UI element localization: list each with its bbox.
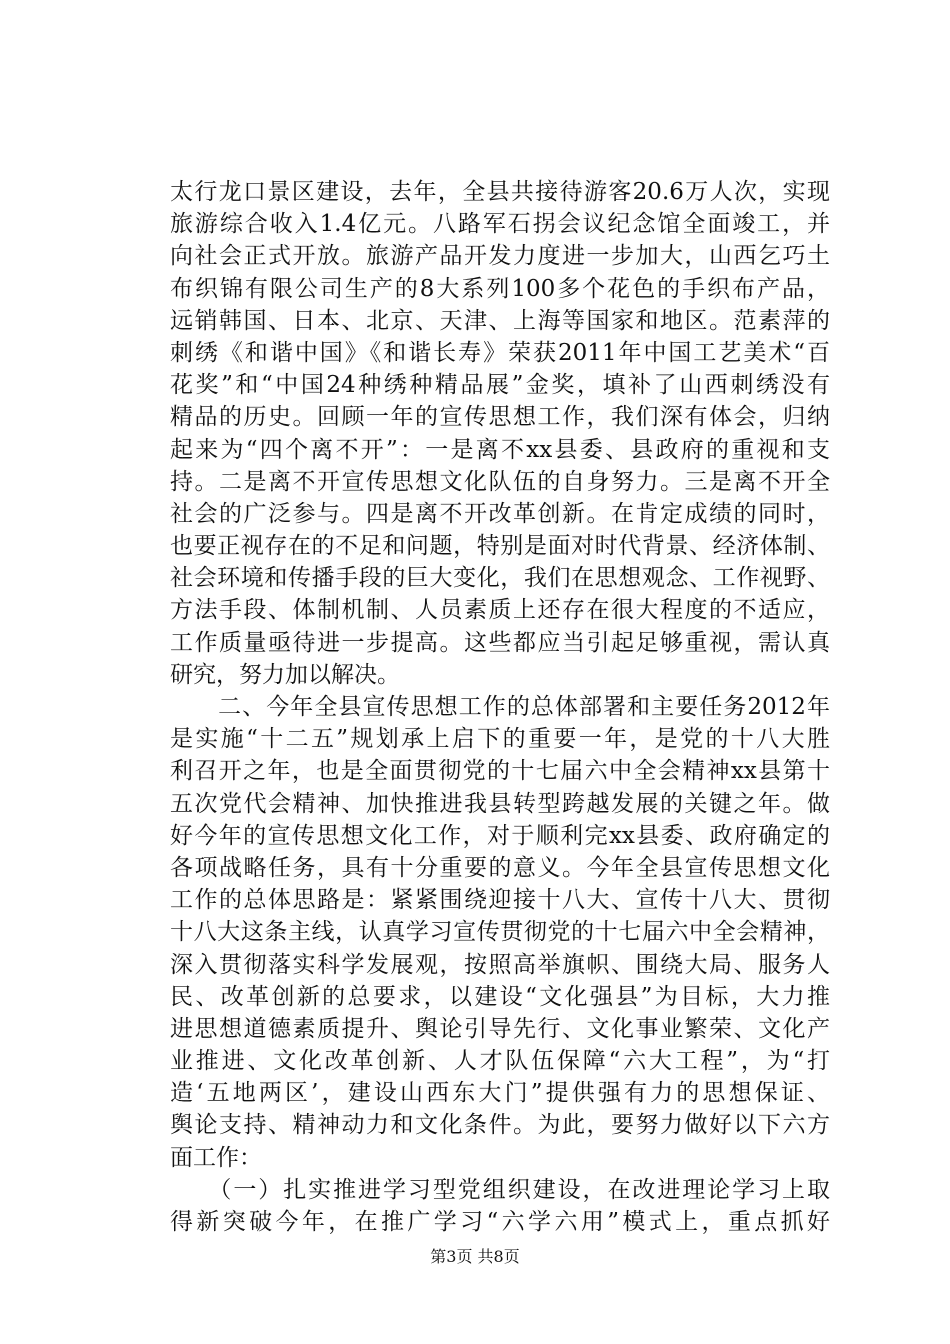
text-line: 刺绣《和谐中国》《和谐长寿》荣获2011年中国工艺美术“百 — [170, 339, 830, 366]
text-line: 也要正视存在的不足和问题，特别是面对时代背景、经济体制、 — [170, 533, 830, 560]
text-line: 布织锦有限公司生产的8大系列100多个花色的手织布产品， — [170, 275, 830, 302]
text-line: 十八大这条主线，认真学习宣传贯彻党的十七届六中全会精神， — [170, 919, 830, 946]
text-line: 研究，努力加以解决。 — [170, 661, 400, 688]
text-line: 利召开之年，也是全面贯彻党的十七届六中全会精神xx县第十 — [170, 758, 830, 785]
document-body — [170, 176, 830, 1238]
text-line: 进思想道德素质提升、舆论引导先行、文化事业繁荣、文化产 — [170, 1015, 830, 1042]
text-line: 造‘五地两区’，建设山西东大门”提供强有力的思想保证、 — [170, 1080, 830, 1107]
page-footer: 第3页 共8页 — [430, 1247, 520, 1266]
text-line: 社会的广泛参与。四是离不开改革创新。在肯定成绩的同时， — [170, 500, 830, 527]
text-line: 二、今年全县宣传思想工作的总体部署和主要任务2012年 — [170, 694, 830, 720]
text-line: 旅游综合收入1.4亿元。八路军石拐会议纪念馆全面竣工，并 — [170, 211, 830, 238]
text-line: 得新突破今年，在推广学习“六学六用”模式上，重点抓好 — [170, 1209, 830, 1235]
text-line: （一）扎实推进学习型党组织建设，在改进理论学习上取 — [170, 1176, 830, 1203]
text-line: 社会环境和传播手段的巨大变化，我们在思想观念、工作视野、 — [170, 565, 830, 592]
text-line: 五次党代会精神、加快推进我县转型跨越发展的关键之年。做 — [170, 790, 830, 817]
text-line: 方法手段、体制机制、人员素质上还存在很大程度的不适应， — [170, 597, 830, 624]
text-line: 工作质量亟待进一步提高。这些都应当引起足够重视，需认真 — [170, 629, 830, 656]
text-line: 民、改革创新的总要求，以建设“文化强县”为目标，大力推 — [170, 983, 830, 1010]
text-line: 业推进、文化改革创新、人才队伍保障“六大工程”，为“打 — [170, 1048, 830, 1075]
text-line: 持。二是离不开宣传思想文化队伍的自身努力。三是离不开全 — [170, 468, 830, 495]
text-line: 精品的历史。回顾一年的宣传思想工作，我们深有体会，归纳 — [170, 404, 830, 431]
text-line: 向社会正式开放。旅游产品开发力度进一步加大，山西乞巧土 — [170, 243, 830, 270]
text-line: 舆论支持、精神动力和文化条件。为此，要努力做好以下六方 — [170, 1112, 830, 1139]
text-line: 起来为“四个离不开”：一是离不xx县委、县政府的重视和支 — [170, 436, 830, 463]
text-line: 远销韩国、日本、北京、天津、上海等国家和地区。范素萍的 — [170, 307, 830, 334]
text-line: 各项战略任务，具有十分重要的意义。今年全县宣传思想文化 — [170, 854, 830, 881]
text-line: 深入贯彻落实科学发展观，按照高举旗帜、围绕大局、服务人 — [170, 951, 830, 978]
text-line: 工作的总体思路是：紧紧围绕迎接十八大、宣传十八大、贯彻 — [170, 887, 830, 914]
text-line: 花奖”和“中国24种绣种精品展”金奖，填补了山西刺绣没有 — [170, 372, 830, 399]
text-line: 面工作： — [170, 1144, 262, 1171]
text-line: 太行龙口景区建设，去年，全县共接待游客20.6万人次，实现 — [170, 179, 830, 205]
text-line: 是实施“十二五”规划承上启下的重要一年，是党的十八大胜 — [170, 726, 830, 753]
text-line: 好今年的宣传思想文化工作，对于顺利完xx县委、政府确定的 — [170, 822, 830, 849]
